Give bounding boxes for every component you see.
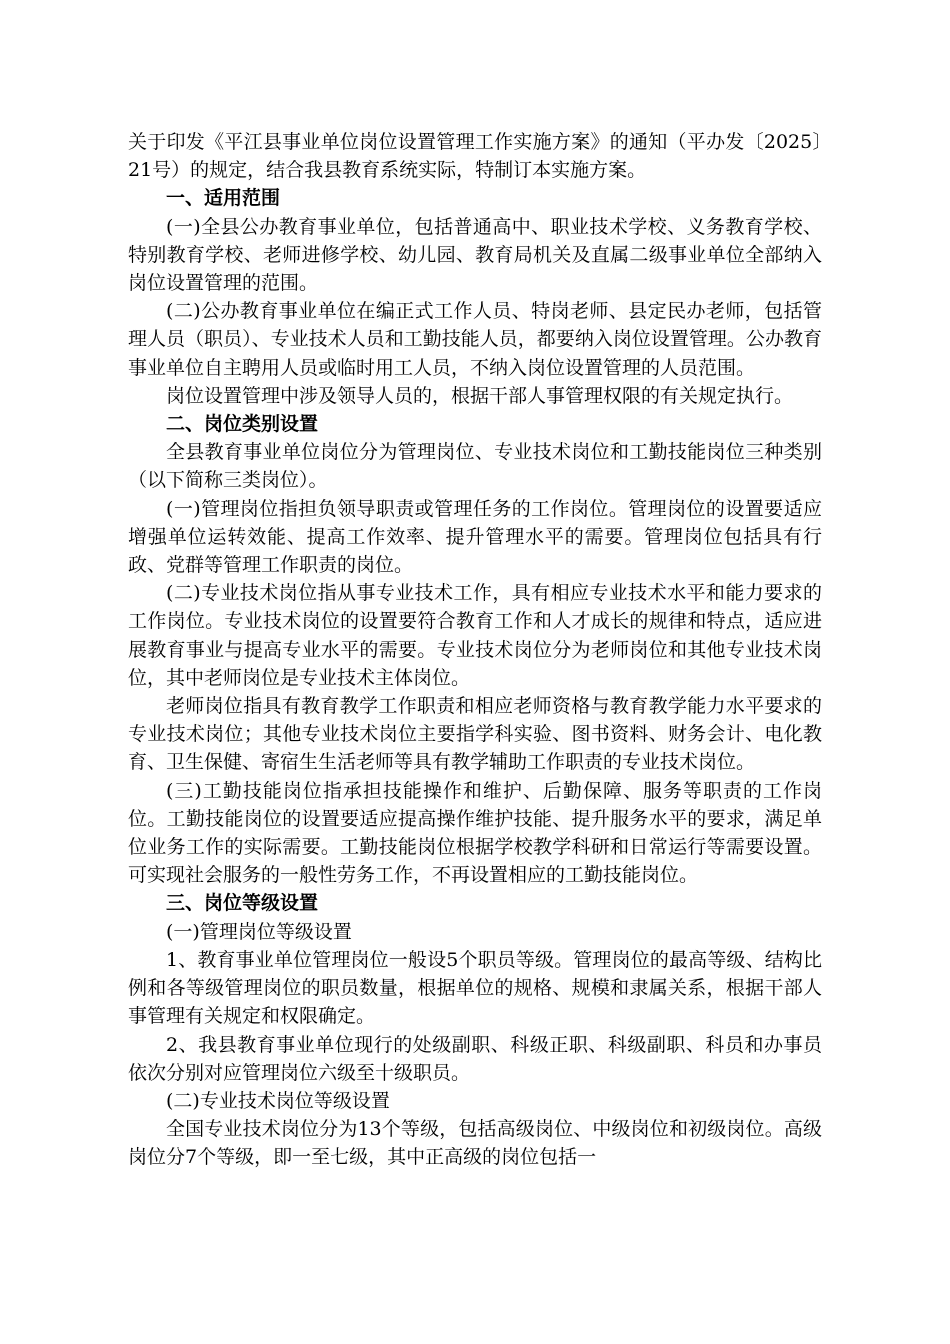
subheading-management-grades: (一)管理岗位等级设置: [166, 920, 352, 943]
document-page: [128, 128, 822, 1172]
paragraph-scope-1: (一)全县公办教育事业单位，包括普通高中、职业技术学校、义务教育学校、特别教育学校、老师进修学校、幼儿园、教育局机关及直属二级事业单位全部纳入岗位设置管理的范围。: [128, 215, 822, 295]
paragraph-scope-3: 岗位设置管理中涉及领导人员的，根据干部人事管理权限的有关规定执行。: [166, 384, 794, 407]
paragraph-scope-2: (二)公办教育事业单位在编正式工作人员、特岗老师、县定民办老师，包括管理人员（职员）、专业技术人员和工勤技能人员，都要纳入岗位设置管理。公办教育事业单位自主聘用人员或临时用工人员，不纳入岗位设置管理的人员范围。: [128, 300, 822, 379]
subheading-technical-grades: (二)专业技术岗位等级设置: [166, 1089, 390, 1112]
paragraph-technical-posts: (二)专业技术岗位指从事专业技术工作，具有相应专业技术水平和能力要求的工作岗位。专业技术岗位的设置要符合教育工作和人才成长的规律和特点，适应进展教育事业与提高专业水平的需要。专业技术岗位分为老师岗位和其他专业技术岗位，其中老师岗位是专业技术主体岗位。: [128, 582, 822, 689]
paragraph-intro: 关于印发《平江县事业单位岗位设置管理工作实施方案》的通知（平办发〔2025〕21号）的规定，结合我县教育系统实际，特制订本实施方案。: [128, 131, 822, 182]
paragraph-management-grades-2: 2、我县教育事业单位现行的处级副职、科级正职、科级副职、科员和办事员依次分别对应管理岗位六级至十级职员。: [128, 1033, 822, 1084]
paragraph-skilled-worker-posts: (三)工勤技能岗位指承担技能操作和维护、后勤保障、服务等职责的工作岗位。工勤技能岗位的设置要适应提高操作维护技能、提升服务水平的要求，满足单位业务工作的实际需要。工勤技能岗位根据学校教学科研和日常运行等需要设置。可实现社会服务的一般性劳务工作，不再设置相应的工勤技能岗位。: [128, 779, 822, 887]
paragraph-teacher-posts: 老师岗位指具有教育教学工作职责和相应老师资格与教育教学能力水平要求的专业技术岗位；其他专业技术岗位主要指学科实验、图书资料、财务会计、电化教育、卫生保健、寄宿生生活老师等具有教学辅助工作职责的专业技术岗位。: [128, 695, 822, 774]
section-heading-scope: 一、适用范围: [166, 187, 281, 210]
paragraph-management-grades-1: 1、教育事业单位管理岗位一般设5个职员等级。管理岗位的最高等级、结构比例和各等级管理岗位的职员数量，根据单位的规格、规模和隶属关系，根据干部人事管理有关规定和权限确定。: [128, 948, 822, 1028]
section-heading-categories: 二、岗位类别设置: [166, 413, 319, 436]
paragraph-categories-intro: 全县教育事业单位岗位分为管理岗位、专业技术岗位和工勤技能岗位三种类别（以下简称三类岗位）。: [128, 441, 822, 492]
paragraph-technical-grades: 全国专业技术岗位分为13个等级，包括高级岗位、中级岗位和初级岗位。高级岗位分7个等级，即一至七级，其中正高级的岗位包括一: [128, 1118, 822, 1169]
paragraph-management-posts: (一)管理岗位指担负领导职责或管理任务的工作岗位。管理岗位的设置要适应增强单位运转效能、提高工作效率、提升管理水平的需要。管理岗位包括具有行政、党群等管理工作职责的岗位。: [128, 497, 822, 577]
section-heading-grades: 三、岗位等级设置: [166, 892, 319, 915]
